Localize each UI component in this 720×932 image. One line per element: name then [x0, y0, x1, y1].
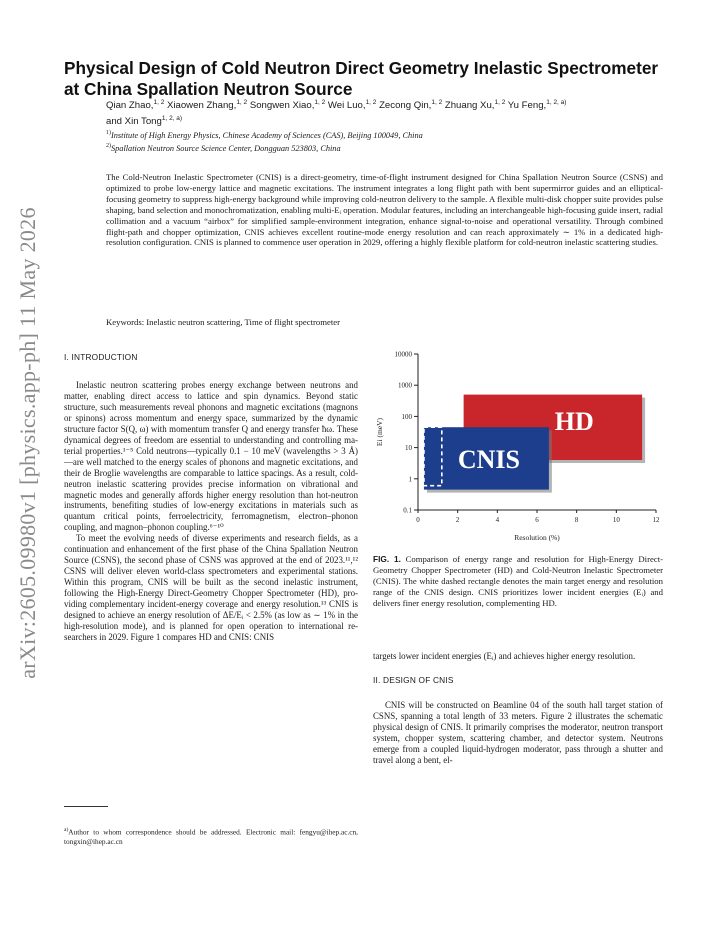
author-affiliation-mark: 1, 2: [153, 99, 165, 106]
author-affiliation-mark: 1, 2, a): [161, 114, 183, 122]
author: Xiaowen Zhang,: [164, 100, 237, 112]
affiliation-2: $^{2)}$Spallation Neutron Source Science Center, Dongguan 523803, China: [106, 143, 341, 154]
author: Yu Feng,: [505, 100, 547, 112]
x-tick-label: 6: [535, 516, 539, 524]
author: Wei Luo,: [325, 100, 366, 112]
figure-label: FIG. 1.: [373, 554, 401, 564]
x-tick-label: 12: [652, 516, 660, 524]
author-affiliation-mark: 1, 2, a): [546, 99, 567, 106]
author: and Xin Tong: [106, 115, 162, 127]
figure-1-caption: FIG. 1. Comparison of energy range and resolution for High-Energy Direct-Geometry Chopper Spectrometer (HD) and Cold-Neutron Inelastic Spectrometer (CNIS). The white dashed rectangle denotes the main target energy and resolution range of the CNIS design. CNIS prioritizes lower incident energies (Eᵢ) and delivers finer energy resolution, complementing HD.: [373, 554, 663, 608]
introduction-text: [64, 380, 358, 643]
section-heading-design: II. DESIGN OF CNIS: [373, 675, 454, 685]
y-tick-label: 10: [405, 444, 412, 453]
x-tick-label: 2: [455, 516, 460, 524]
paragraph: CNIS will be constructed on Beamline 04 of the south hall target station of CSNS, spanning a total length of 33 meters. Figure 2 illustrates the schematic physical design of CNIS. It primarily comprises the moderator, neutron transport system, chopper system, scattering chamber, and detector system. Neutrons emerge from a coupled liquid-hydrogen moderator, pass through a shutter and travel along a bent, el-: [373, 700, 663, 765]
continued-text: targets lower incident energies (Eᵢ) and achieves higher energy resolution.: [373, 651, 636, 661]
design-text: [373, 700, 663, 766]
author-affiliation-mark: 1, 2: [431, 99, 443, 106]
y-tick-label: 0.1: [403, 506, 412, 515]
x-tick-label: 0: [416, 516, 420, 524]
author-affiliation-mark: 1, 2: [236, 99, 248, 106]
paragraph: To meet the evolving needs of diverse experiments and research fields, as a continuation and enhancement of the first phase of the China Spallation Neutron Source (CSNS), the second phase of CSNS was approved at the end of 2023.¹¹,¹² CSNS will deliver eleven world-class spectrometers and experimental stations. Within this program, CNIS will be built as the second inelastic instrument, following the High-Energy Direct-Geometry Chopper Spectrometer (HD), providing complementary incident-energy coverage and energy resolution.¹³ CNIS is designed to achieve an energy resolution of ΔE/Eᵢ < 2.5% (as low as ∼ 1% in the high-resolution mode), and is planned for open operation to international researchers in 2029. Figure 1 compares HD and CNIS: CNIS: [64, 533, 358, 642]
x-axis-label: Resolution (%): [514, 533, 560, 542]
author: Qian Zhao,: [106, 100, 154, 112]
author: Songwen Xiao,: [247, 100, 315, 112]
paragraph: Inelastic neutron scattering probes energy exchange between neutrons and matter, enabling direct access to lattice and spin dynamics. Beyond static structure, such measurements reveal phonons and magnetic excitations (magnons or spinons) across momentum and energy space, summarized by the dynamic structure factor S(Q, ω) with momentum transfer Q and energy transfer ħω. These dynamical degrees of freedom are essential to understanding and controlling material properties.¹⁻⁵ Cold neutrons—typically 0.1 − 10 meV (wavelengths > 3 Å)—are well matched to the energy scales of phonons and magnetic excitations, and their de Broglie wavelengths are comparable to lattice spacings. As a result, cold-neutron inelastic scattering provides precise information on vibrational and magnetic modes and generally affords higher energy resolution than hot-neutron instruments, benefiting studies of low-energy excitations in materials such as quantum critical points, ferroelectricity, ferromagnetism, electron–phonon coupling, and magnon–phonon coupling.⁶⁻¹⁰: [64, 380, 358, 533]
author-affiliation-mark: 1, 2: [314, 99, 326, 106]
x-tick-label: 8: [574, 516, 579, 524]
keywords: Keywords: Inelastic neutron scattering, Time of flight spectrometer: [106, 317, 341, 327]
affiliations: [106, 128, 666, 155]
figure-1-chart: [368, 344, 668, 544]
footnote: $^{a)}$Author to whom correspondence should be addressed. Electronic mail: fengyu@ihep.ac.cn, tongxin@ihep.ac.cn: [64, 827, 358, 846]
y-tick-label: 10000: [394, 350, 412, 359]
y-tick-label: 1: [408, 475, 412, 484]
abstract: The Cold-Neutron Inelastic Spectrometer (CNIS) is a direct-geometry, time-of-flight instrument designed for China Spallation Neutron Source (CSNS) and optimized to probe low-energy lattice and magnetic excitations. The instrument integrates a long flight path with bent supermirror guides and an elliptical-focusing geometry to suppress high-energy background while improving cold-neutron delivery to the sample. A flexible multi-disk chopper suite provides pulse shaping, band selection and monochromatization, enabling multi-Eᵢ operation. Modular features, including an interchangeable high-focusing guide insert, radial collimation and a vacuum “airbox” for simplified sample-environment integration, enhance signal-to-noise and operational versatility. Through combined flight-path and chopper optimization, CNIS achieves excellent routine-mode energy resolution and can reach approximately ∼ 1% in a dedicated high-resolution configuration. CNIS is planned to commence user operation in 2029, offering a highly flexible platform for cold-neutron inelastic scattering studies.: [106, 172, 663, 248]
author-affiliation-mark: 1, 2: [494, 99, 506, 106]
footnote-rule: [64, 806, 108, 807]
affiliation-1: $^{1)}$Institute of High Energy Physics, Chinese Academy of Sciences (CAS), Beijing 100049, China: [106, 130, 423, 140]
author: Zhuang Xu,: [442, 100, 495, 112]
x-tick-label: 4: [495, 516, 500, 524]
author: Zecong Qin,: [376, 100, 432, 112]
author-list: [106, 97, 666, 128]
author-affiliation-mark: 1, 2: [365, 99, 377, 106]
y-tick-label: 1000: [398, 381, 412, 390]
cnis-region-label: CNIS: [457, 445, 520, 475]
y-tick-label: 100: [401, 412, 412, 421]
y-axis-label: Ei (meV): [375, 417, 384, 447]
paper-title: Physical Design of Cold Neutron Direct Geometry Inelastic Spectrometer at China Spallation Neutron Source: [64, 58, 659, 99]
hd-region-label: HD: [554, 407, 594, 437]
section-heading-introduction: I. INTRODUCTION: [64, 352, 138, 362]
x-tick-label: 10: [612, 516, 620, 524]
arxiv-identifier: arXiv:2605.09980v1 [physics.app-ph] 11 May 2026: [15, 207, 40, 679]
